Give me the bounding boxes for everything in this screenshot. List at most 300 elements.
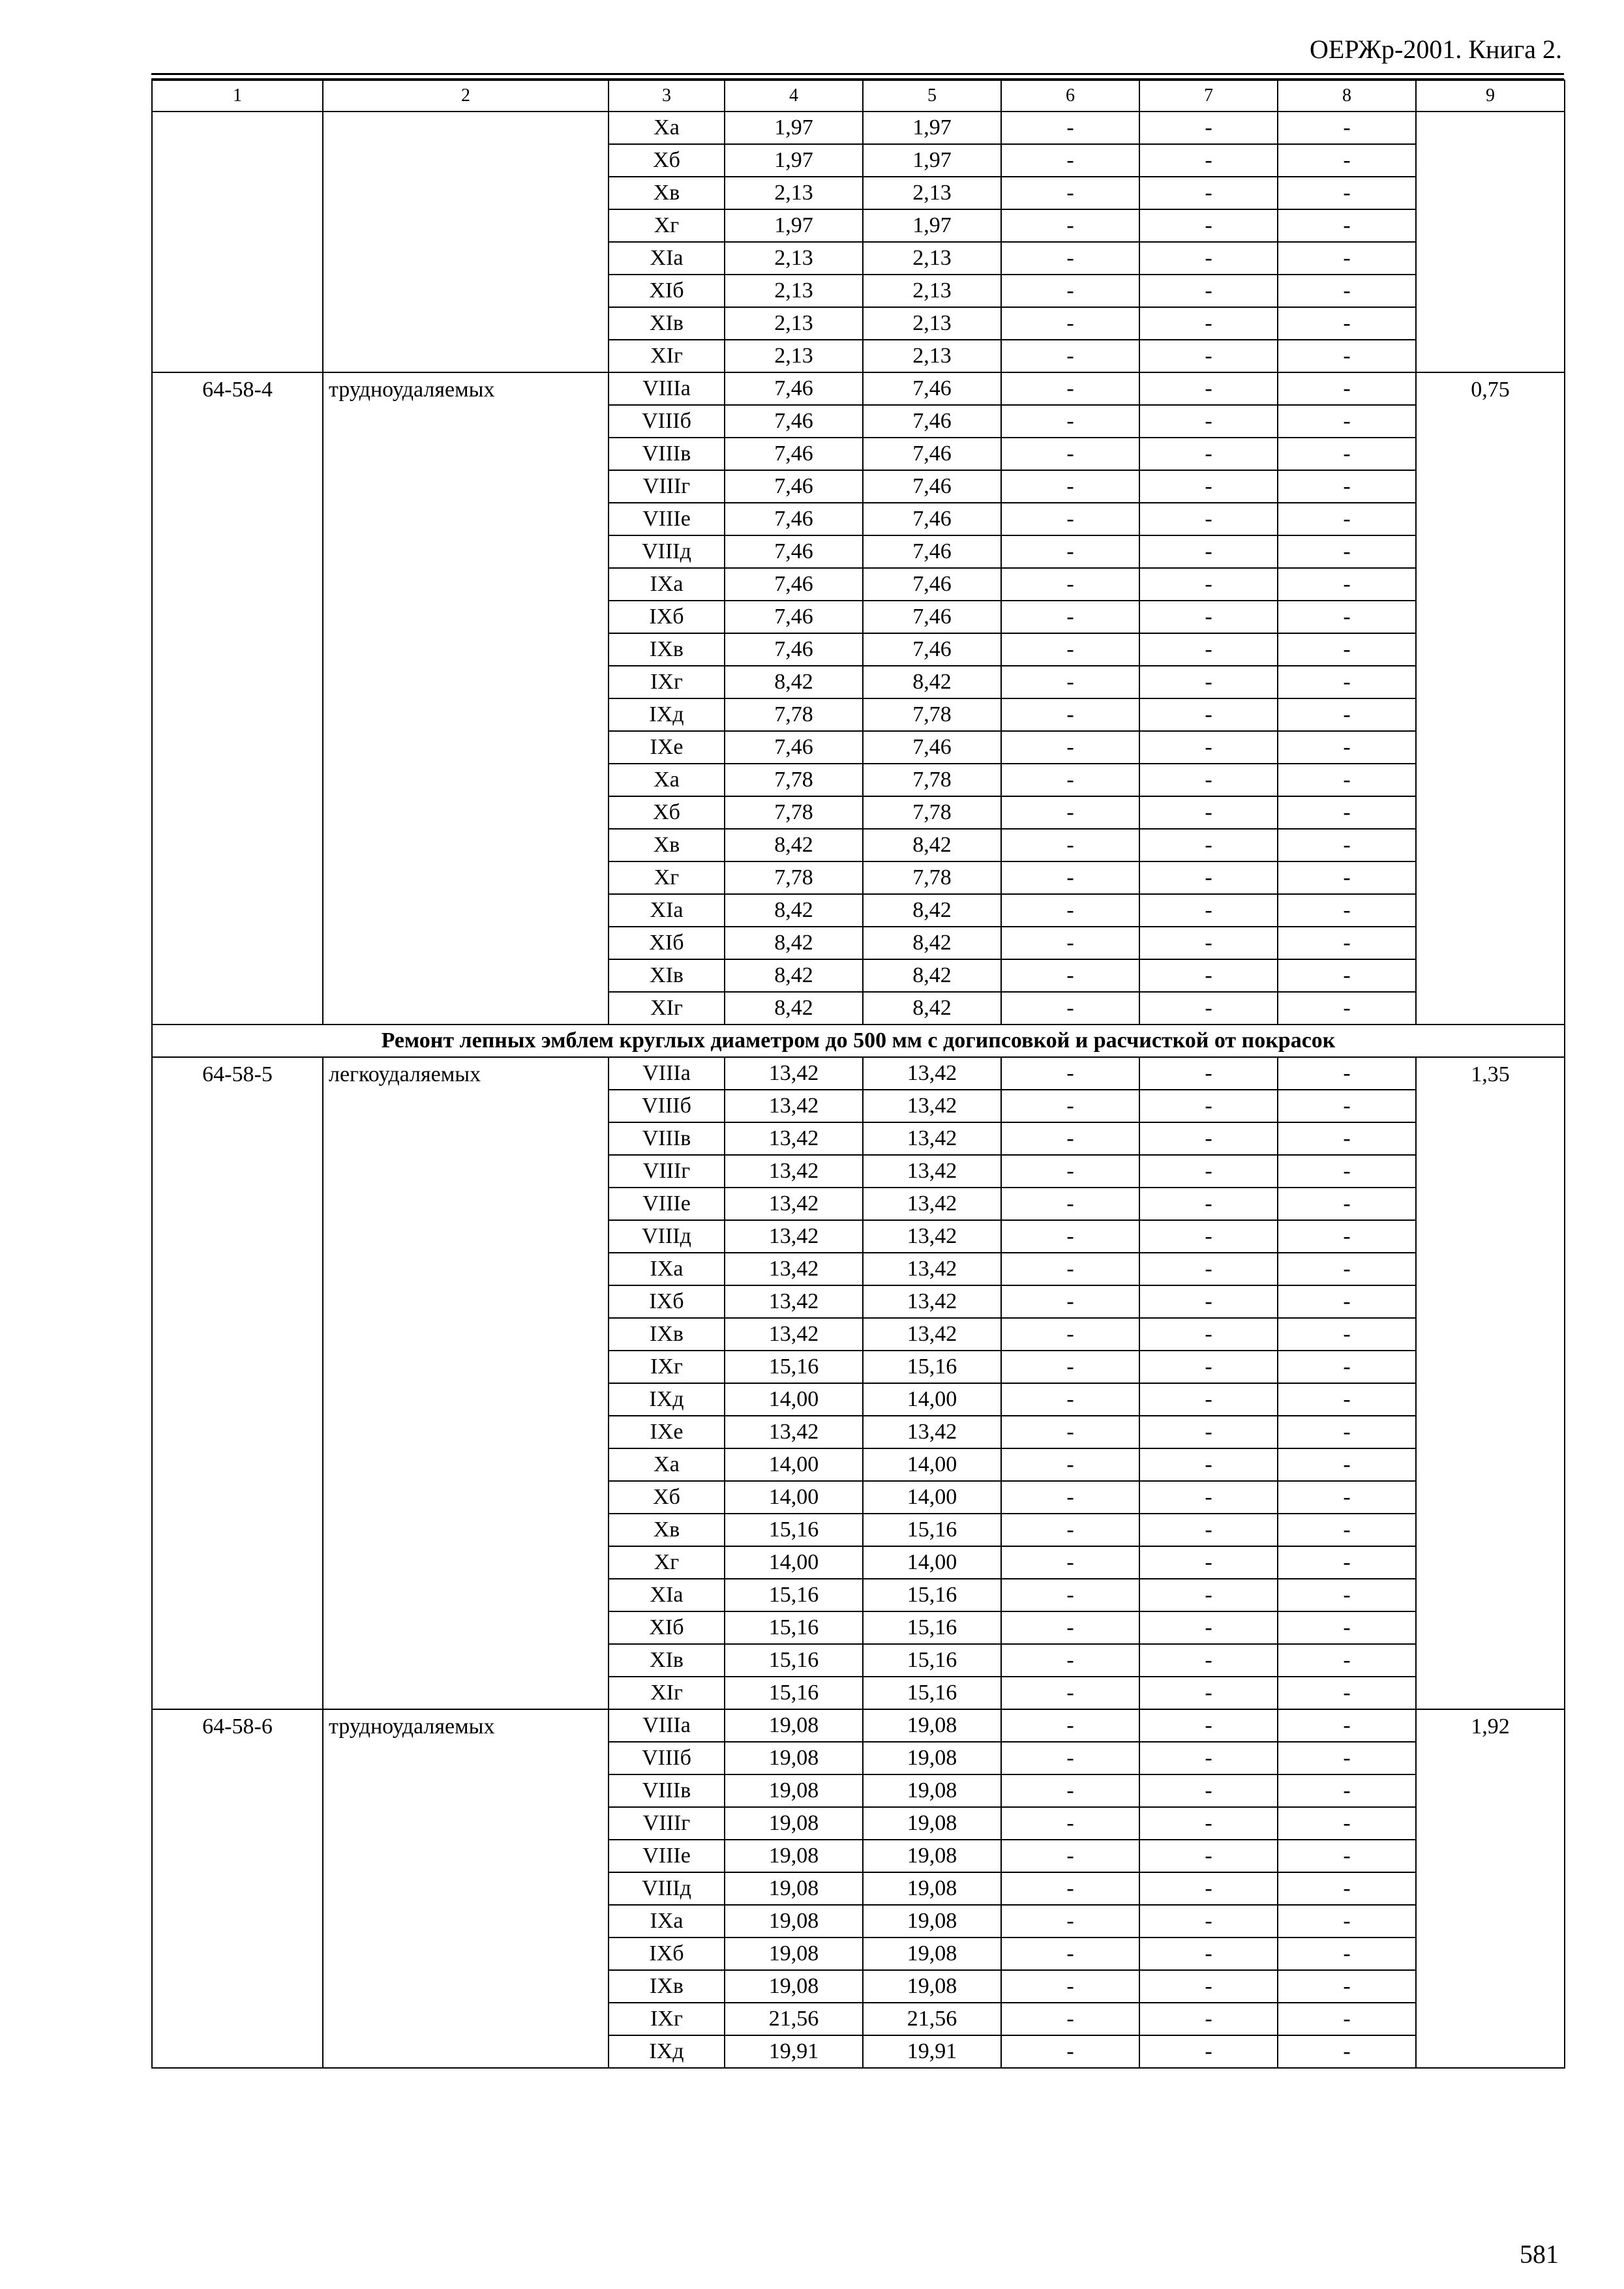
material-cost-cell: - xyxy=(1278,1807,1416,1840)
direct-cost-cell: 14,00 xyxy=(725,1448,863,1481)
machine-cost-cell: - xyxy=(1001,1318,1139,1351)
machine-cost-cell: - xyxy=(1001,1579,1139,1611)
labor-cost-cell: 21,56 xyxy=(863,2003,1001,2035)
labor-cost-cell: 7,46 xyxy=(863,568,1001,601)
material-cost-cell: - xyxy=(1278,829,1416,861)
material-cost-cell: - xyxy=(1278,242,1416,275)
direct-cost-cell: 1,97 xyxy=(725,209,863,242)
rate-code-cell: 64-58-5 xyxy=(152,1057,323,1709)
zone-cell: Xa xyxy=(609,764,725,796)
labor-cost-cell: 7,46 xyxy=(863,470,1001,503)
material-cost-cell: - xyxy=(1278,1774,1416,1807)
table-row xyxy=(152,1057,1565,1090)
material-cost-cell: - xyxy=(1278,1840,1416,1872)
driver-cost-cell: - xyxy=(1139,1644,1278,1677)
machine-cost-cell: - xyxy=(1001,861,1139,894)
rate-name-cell: легкоудаляемых xyxy=(323,1057,609,1709)
material-cost-cell: - xyxy=(1278,1383,1416,1416)
direct-cost-cell: 15,16 xyxy=(725,1644,863,1677)
machine-cost-cell: - xyxy=(1001,1416,1139,1448)
labor-cost-cell: 7,78 xyxy=(863,796,1001,829)
machine-cost-cell: - xyxy=(1001,1448,1139,1481)
driver-cost-cell: - xyxy=(1139,340,1278,372)
labor-cost-cell: 8,42 xyxy=(863,666,1001,698)
zone-cell: XIб xyxy=(609,275,725,307)
zone-cell: Xг xyxy=(609,209,725,242)
column-number: 2 xyxy=(323,80,609,112)
labor-cost-cell: 15,16 xyxy=(863,1677,1001,1709)
direct-cost-cell: 13,42 xyxy=(725,1253,863,1285)
labor-cost-cell: 13,42 xyxy=(863,1188,1001,1220)
material-cost-cell: - xyxy=(1278,796,1416,829)
labor-cost-cell: 8,42 xyxy=(863,894,1001,927)
rate-name-cell: трудноудаляемых xyxy=(323,1709,609,2068)
zone-cell: IXa xyxy=(609,568,725,601)
labor-cost-cell: 19,08 xyxy=(863,1970,1001,2003)
material-cost-cell: - xyxy=(1278,764,1416,796)
driver-cost-cell: - xyxy=(1139,1709,1278,1742)
material-cost-cell: - xyxy=(1278,1090,1416,1122)
direct-cost-cell: 19,08 xyxy=(725,1774,863,1807)
zone-cell: IXe xyxy=(609,731,725,764)
labor-cost-cell: 15,16 xyxy=(863,1611,1001,1644)
zone-cell: Xa xyxy=(609,112,725,144)
labor-cost-cell: 7,46 xyxy=(863,601,1001,633)
machine-cost-cell: - xyxy=(1001,1709,1139,1742)
driver-cost-cell: - xyxy=(1139,633,1278,666)
zone-cell: IXд xyxy=(609,698,725,731)
material-cost-cell: - xyxy=(1278,405,1416,438)
table-row xyxy=(152,112,1565,144)
driver-cost-cell: - xyxy=(1139,1090,1278,1122)
direct-cost-cell: 7,46 xyxy=(725,470,863,503)
machine-cost-cell: - xyxy=(1001,796,1139,829)
labor-cost-cell: 8,42 xyxy=(863,992,1001,1025)
driver-cost-cell: - xyxy=(1139,1318,1278,1351)
material-cost-cell: - xyxy=(1278,2003,1416,2035)
direct-cost-cell: 7,78 xyxy=(725,796,863,829)
zone-cell: IXг xyxy=(609,1351,725,1383)
direct-cost-cell: 13,42 xyxy=(725,1188,863,1220)
labor-cost-cell: 13,42 xyxy=(863,1416,1001,1448)
zone-cell: Xв xyxy=(609,177,725,209)
zone-cell: IXб xyxy=(609,1285,725,1318)
direct-cost-cell: 7,46 xyxy=(725,438,863,470)
labor-cost-cell: 1,97 xyxy=(863,112,1001,144)
table-row xyxy=(152,1709,1565,1742)
labor-cost-cell: 13,42 xyxy=(863,1090,1001,1122)
labor-cost-cell: 2,13 xyxy=(863,242,1001,275)
driver-cost-cell: - xyxy=(1139,829,1278,861)
direct-cost-cell: 13,42 xyxy=(725,1285,863,1318)
driver-cost-cell: - xyxy=(1139,1579,1278,1611)
column-number-row xyxy=(152,80,1565,112)
direct-cost-cell: 7,78 xyxy=(725,698,863,731)
driver-cost-cell: - xyxy=(1139,1188,1278,1220)
zone-cell: VIIIд xyxy=(609,1220,725,1253)
zone-cell: IXд xyxy=(609,2035,725,2068)
material-cost-cell: - xyxy=(1278,1905,1416,1937)
driver-cost-cell: - xyxy=(1139,275,1278,307)
zone-cell: VIIIб xyxy=(609,1742,725,1774)
material-cost-cell: - xyxy=(1278,1937,1416,1970)
direct-cost-cell: 13,42 xyxy=(725,1057,863,1090)
material-cost-cell: - xyxy=(1278,1742,1416,1774)
direct-cost-cell: 14,00 xyxy=(725,1383,863,1416)
driver-cost-cell: - xyxy=(1139,1774,1278,1807)
driver-cost-cell: - xyxy=(1139,1970,1278,2003)
labor-cost-cell: 15,16 xyxy=(863,1579,1001,1611)
driver-cost-cell: - xyxy=(1139,796,1278,829)
machine-cost-cell: - xyxy=(1001,568,1139,601)
zone-cell: Xв xyxy=(609,829,725,861)
zone-cell: IXд xyxy=(609,1383,725,1416)
material-cost-cell: - xyxy=(1278,698,1416,731)
material-cost-cell: - xyxy=(1278,1351,1416,1383)
labor-cost-cell: 14,00 xyxy=(863,1448,1001,1481)
zone-cell: VIIIa xyxy=(609,1709,725,1742)
labor-cost-cell: 8,42 xyxy=(863,927,1001,959)
zone-cell: Xб xyxy=(609,796,725,829)
direct-cost-cell: 1,97 xyxy=(725,112,863,144)
page-number: 581 xyxy=(1520,2239,1559,2269)
machine-cost-cell: - xyxy=(1001,307,1139,340)
material-cost-cell: - xyxy=(1278,1546,1416,1579)
direct-cost-cell: 7,78 xyxy=(725,861,863,894)
driver-cost-cell: - xyxy=(1139,1383,1278,1416)
machine-cost-cell: - xyxy=(1001,1611,1139,1644)
direct-cost-cell: 8,42 xyxy=(725,666,863,698)
driver-cost-cell: - xyxy=(1139,2003,1278,2035)
labor-cost-cell: 7,46 xyxy=(863,405,1001,438)
driver-cost-cell: - xyxy=(1139,1807,1278,1840)
machine-cost-cell: - xyxy=(1001,1905,1139,1937)
material-cost-cell: - xyxy=(1278,1155,1416,1188)
column-number: 3 xyxy=(609,80,725,112)
material-cost-cell: - xyxy=(1278,1448,1416,1481)
column-number: 8 xyxy=(1278,80,1416,112)
material-cost-cell: - xyxy=(1278,535,1416,568)
zone-cell: IXa xyxy=(609,1253,725,1285)
driver-cost-cell: - xyxy=(1139,112,1278,144)
material-cost-cell: - xyxy=(1278,209,1416,242)
zone-cell: IXг xyxy=(609,666,725,698)
direct-cost-cell: 19,08 xyxy=(725,1709,863,1742)
direct-cost-cell: 7,46 xyxy=(725,535,863,568)
column-number: 9 xyxy=(1416,80,1565,112)
zone-cell: Xг xyxy=(609,861,725,894)
material-cost-cell: - xyxy=(1278,1122,1416,1155)
zone-cell: IXa xyxy=(609,1905,725,1937)
material-cost-cell: - xyxy=(1278,2035,1416,2068)
zone-cell: Xб xyxy=(609,144,725,177)
labor-cost-cell: 15,16 xyxy=(863,1514,1001,1546)
machine-cost-cell: - xyxy=(1001,1155,1139,1188)
zone-cell: VIIIa xyxy=(609,372,725,405)
material-cost-cell: - xyxy=(1278,633,1416,666)
labor-cost-cell: 15,16 xyxy=(863,1644,1001,1677)
material-cost-cell: - xyxy=(1278,438,1416,470)
machine-cost-cell: - xyxy=(1001,1383,1139,1416)
zone-cell: VIIIв xyxy=(609,1122,725,1155)
zone-cell: XIб xyxy=(609,1611,725,1644)
material-cost-cell: - xyxy=(1278,177,1416,209)
labor-cost-cell: 7,46 xyxy=(863,438,1001,470)
driver-cost-cell: - xyxy=(1139,1122,1278,1155)
direct-cost-cell: 7,46 xyxy=(725,633,863,666)
direct-cost-cell: 2,13 xyxy=(725,242,863,275)
machine-cost-cell: - xyxy=(1001,1090,1139,1122)
direct-cost-cell: 15,16 xyxy=(725,1351,863,1383)
zone-cell: VIIIд xyxy=(609,535,725,568)
labor-cost-cell: 13,42 xyxy=(863,1057,1001,1090)
section-heading: Ремонт лепных эмблем круглых диаметром до 500 мм с догипсовкой и расчисткой от покрасок xyxy=(152,1025,1565,1057)
rate-code-cell: 64-58-4 xyxy=(152,372,323,1025)
zone-cell: XIг xyxy=(609,1677,725,1709)
machine-cost-cell: - xyxy=(1001,829,1139,861)
material-cost-cell: - xyxy=(1278,1709,1416,1742)
machine-cost-cell: - xyxy=(1001,1677,1139,1709)
direct-cost-cell: 13,42 xyxy=(725,1416,863,1448)
driver-cost-cell: - xyxy=(1139,503,1278,535)
rate-code-cell xyxy=(152,112,323,372)
labor-cost-cell: 7,78 xyxy=(863,698,1001,731)
zone-cell: IXб xyxy=(609,1937,725,1970)
table-row xyxy=(152,372,1565,405)
material-cost-cell: - xyxy=(1278,1611,1416,1644)
zone-cell: Xг xyxy=(609,1546,725,1579)
labor-cost-cell: 19,08 xyxy=(863,1937,1001,1970)
direct-cost-cell: 7,46 xyxy=(725,372,863,405)
material-cost-cell: - xyxy=(1278,1416,1416,1448)
zone-cell: XIг xyxy=(609,340,725,372)
driver-cost-cell: - xyxy=(1139,242,1278,275)
driver-cost-cell: - xyxy=(1139,1546,1278,1579)
rates-table xyxy=(151,80,1565,2069)
zone-cell: XIa xyxy=(609,1579,725,1611)
direct-cost-cell: 21,56 xyxy=(725,2003,863,2035)
driver-cost-cell: - xyxy=(1139,470,1278,503)
driver-cost-cell: - xyxy=(1139,992,1278,1025)
driver-cost-cell: - xyxy=(1139,894,1278,927)
machine-cost-cell: - xyxy=(1001,275,1139,307)
machine-cost-cell: - xyxy=(1001,470,1139,503)
material-cost-cell: - xyxy=(1278,1253,1416,1285)
column-number: 4 xyxy=(725,80,863,112)
coefficient-cell: 0,75 xyxy=(1416,372,1565,1025)
direct-cost-cell: 15,16 xyxy=(725,1611,863,1644)
direct-cost-cell: 8,42 xyxy=(725,829,863,861)
direct-cost-cell: 19,08 xyxy=(725,1905,863,1937)
labor-cost-cell: 1,97 xyxy=(863,209,1001,242)
zone-cell: IXг xyxy=(609,2003,725,2035)
direct-cost-cell: 8,42 xyxy=(725,959,863,992)
machine-cost-cell: - xyxy=(1001,666,1139,698)
material-cost-cell: - xyxy=(1278,1057,1416,1090)
labor-cost-cell: 7,46 xyxy=(863,535,1001,568)
zone-cell: VIIIд xyxy=(609,1872,725,1905)
zone-cell: XIг xyxy=(609,992,725,1025)
driver-cost-cell: - xyxy=(1139,1677,1278,1709)
direct-cost-cell: 15,16 xyxy=(725,1579,863,1611)
labor-cost-cell: 19,08 xyxy=(863,1807,1001,1840)
machine-cost-cell: - xyxy=(1001,1351,1139,1383)
labor-cost-cell: 19,08 xyxy=(863,1742,1001,1774)
labor-cost-cell: 14,00 xyxy=(863,1481,1001,1514)
driver-cost-cell: - xyxy=(1139,601,1278,633)
material-cost-cell: - xyxy=(1278,1481,1416,1514)
direct-cost-cell: 19,08 xyxy=(725,1970,863,2003)
driver-cost-cell: - xyxy=(1139,405,1278,438)
material-cost-cell: - xyxy=(1278,1318,1416,1351)
machine-cost-cell: - xyxy=(1001,1122,1139,1155)
direct-cost-cell: 8,42 xyxy=(725,992,863,1025)
coefficient-cell xyxy=(1416,112,1565,372)
zone-cell: VIIIб xyxy=(609,1090,725,1122)
labor-cost-cell: 8,42 xyxy=(863,959,1001,992)
material-cost-cell: - xyxy=(1278,1220,1416,1253)
labor-cost-cell: 7,46 xyxy=(863,633,1001,666)
material-cost-cell: - xyxy=(1278,1872,1416,1905)
direct-cost-cell: 19,91 xyxy=(725,2035,863,2068)
labor-cost-cell: 19,91 xyxy=(863,2035,1001,2068)
zone-cell: XIв xyxy=(609,959,725,992)
driver-cost-cell: - xyxy=(1139,1285,1278,1318)
driver-cost-cell: - xyxy=(1139,1840,1278,1872)
machine-cost-cell: - xyxy=(1001,405,1139,438)
zone-cell: VIIIe xyxy=(609,503,725,535)
machine-cost-cell: - xyxy=(1001,1840,1139,1872)
direct-cost-cell: 19,08 xyxy=(725,1872,863,1905)
machine-cost-cell: - xyxy=(1001,1742,1139,1774)
column-number: 1 xyxy=(152,80,323,112)
driver-cost-cell: - xyxy=(1139,1448,1278,1481)
rate-name-cell xyxy=(323,112,609,372)
rate-name-cell: трудноудаляемых xyxy=(323,372,609,1025)
labor-cost-cell: 2,13 xyxy=(863,307,1001,340)
machine-cost-cell: - xyxy=(1001,1481,1139,1514)
machine-cost-cell: - xyxy=(1001,1546,1139,1579)
machine-cost-cell: - xyxy=(1001,503,1139,535)
driver-cost-cell: - xyxy=(1139,731,1278,764)
machine-cost-cell: - xyxy=(1001,112,1139,144)
machine-cost-cell: - xyxy=(1001,1970,1139,2003)
labor-cost-cell: 13,42 xyxy=(863,1253,1001,1285)
direct-cost-cell: 13,42 xyxy=(725,1220,863,1253)
labor-cost-cell: 2,13 xyxy=(863,340,1001,372)
driver-cost-cell: - xyxy=(1139,535,1278,568)
direct-cost-cell: 14,00 xyxy=(725,1546,863,1579)
machine-cost-cell: - xyxy=(1001,731,1139,764)
zone-cell: IXв xyxy=(609,1970,725,2003)
driver-cost-cell: - xyxy=(1139,1416,1278,1448)
machine-cost-cell: - xyxy=(1001,1253,1139,1285)
machine-cost-cell: - xyxy=(1001,894,1139,927)
zone-cell: XIa xyxy=(609,894,725,927)
direct-cost-cell: 13,42 xyxy=(725,1155,863,1188)
machine-cost-cell: - xyxy=(1001,1514,1139,1546)
column-number: 7 xyxy=(1139,80,1278,112)
driver-cost-cell: - xyxy=(1139,1220,1278,1253)
driver-cost-cell: - xyxy=(1139,1937,1278,1970)
material-cost-cell: - xyxy=(1278,1644,1416,1677)
driver-cost-cell: - xyxy=(1139,307,1278,340)
material-cost-cell: - xyxy=(1278,1188,1416,1220)
direct-cost-cell: 13,42 xyxy=(725,1122,863,1155)
material-cost-cell: - xyxy=(1278,1970,1416,2003)
zone-cell: VIIIв xyxy=(609,1774,725,1807)
material-cost-cell: - xyxy=(1278,861,1416,894)
zone-cell: VIIIв xyxy=(609,438,725,470)
direct-cost-cell: 8,42 xyxy=(725,894,863,927)
material-cost-cell: - xyxy=(1278,1677,1416,1709)
zone-cell: VIIIг xyxy=(609,1155,725,1188)
driver-cost-cell: - xyxy=(1139,1905,1278,1937)
driver-cost-cell: - xyxy=(1139,177,1278,209)
material-cost-cell: - xyxy=(1278,601,1416,633)
machine-cost-cell: - xyxy=(1001,2003,1139,2035)
column-number: 5 xyxy=(863,80,1001,112)
driver-cost-cell: - xyxy=(1139,1742,1278,1774)
material-cost-cell: - xyxy=(1278,275,1416,307)
zone-cell: VIIIa xyxy=(609,1057,725,1090)
zone-cell: Xб xyxy=(609,1481,725,1514)
zone-cell: Xв xyxy=(609,1514,725,1546)
direct-cost-cell: 2,13 xyxy=(725,275,863,307)
material-cost-cell: - xyxy=(1278,927,1416,959)
driver-cost-cell: - xyxy=(1139,1057,1278,1090)
direct-cost-cell: 19,08 xyxy=(725,1807,863,1840)
machine-cost-cell: - xyxy=(1001,177,1139,209)
material-cost-cell: - xyxy=(1278,731,1416,764)
coefficient-cell: 1,35 xyxy=(1416,1057,1565,1709)
zone-cell: VIIIг xyxy=(609,470,725,503)
zone-cell: XIв xyxy=(609,1644,725,1677)
machine-cost-cell: - xyxy=(1001,992,1139,1025)
direct-cost-cell: 7,46 xyxy=(725,601,863,633)
material-cost-cell: - xyxy=(1278,470,1416,503)
driver-cost-cell: - xyxy=(1139,1253,1278,1285)
header-rule xyxy=(151,73,1564,75)
machine-cost-cell: - xyxy=(1001,633,1139,666)
driver-cost-cell: - xyxy=(1139,764,1278,796)
zone-cell: VIIIe xyxy=(609,1188,725,1220)
labor-cost-cell: 7,78 xyxy=(863,764,1001,796)
zone-cell: VIIIг xyxy=(609,1807,725,1840)
machine-cost-cell: - xyxy=(1001,438,1139,470)
machine-cost-cell: - xyxy=(1001,535,1139,568)
machine-cost-cell: - xyxy=(1001,601,1139,633)
machine-cost-cell: - xyxy=(1001,927,1139,959)
material-cost-cell: - xyxy=(1278,144,1416,177)
labor-cost-cell: 14,00 xyxy=(863,1546,1001,1579)
direct-cost-cell: 2,13 xyxy=(725,177,863,209)
labor-cost-cell: 7,46 xyxy=(863,503,1001,535)
driver-cost-cell: - xyxy=(1139,959,1278,992)
material-cost-cell: - xyxy=(1278,992,1416,1025)
material-cost-cell: - xyxy=(1278,503,1416,535)
direct-cost-cell: 8,42 xyxy=(725,927,863,959)
driver-cost-cell: - xyxy=(1139,1155,1278,1188)
machine-cost-cell: - xyxy=(1001,698,1139,731)
machine-cost-cell: - xyxy=(1001,1057,1139,1090)
machine-cost-cell: - xyxy=(1001,1285,1139,1318)
material-cost-cell: - xyxy=(1278,568,1416,601)
labor-cost-cell: 13,42 xyxy=(863,1122,1001,1155)
machine-cost-cell: - xyxy=(1001,1644,1139,1677)
driver-cost-cell: - xyxy=(1139,209,1278,242)
machine-cost-cell: - xyxy=(1001,1188,1139,1220)
